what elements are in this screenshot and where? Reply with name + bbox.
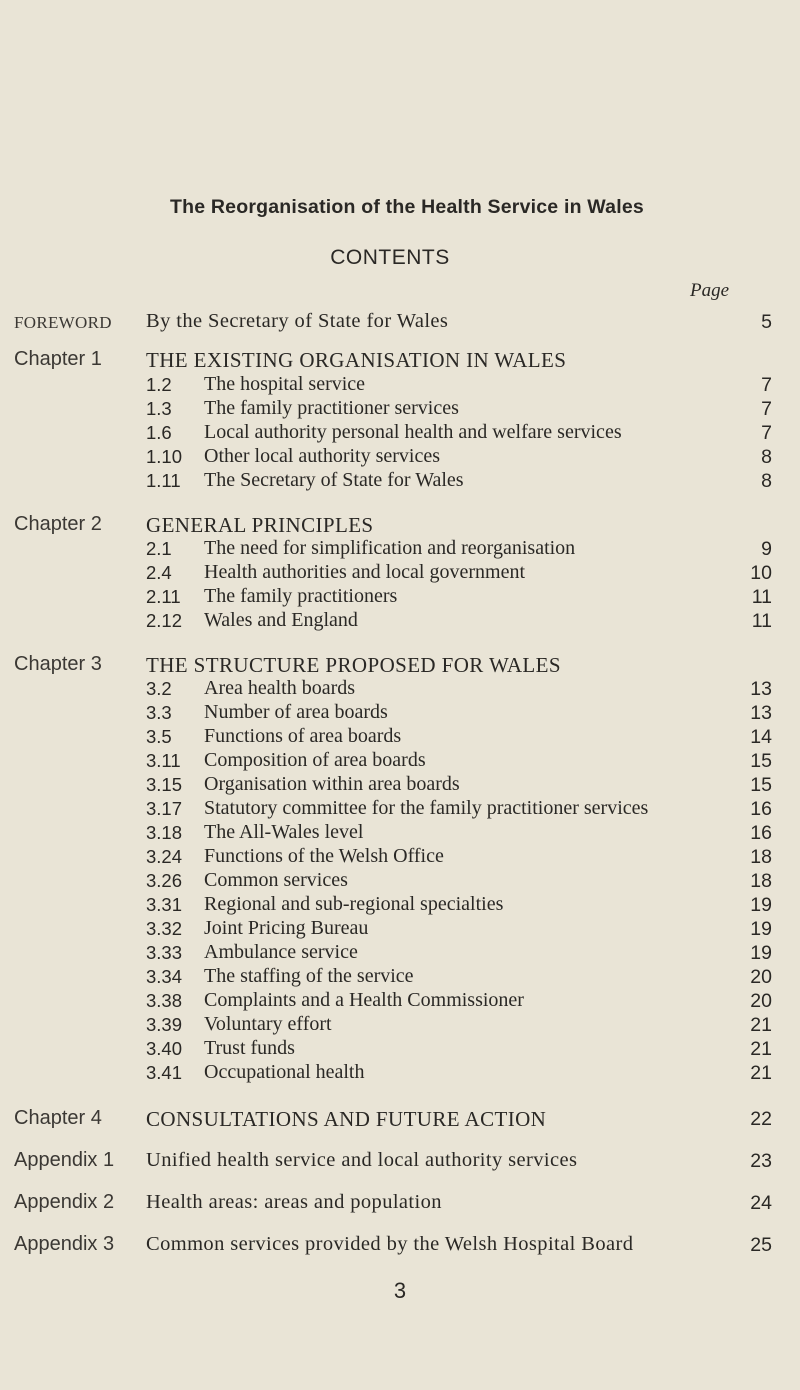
entry-label: Chapter 1 bbox=[14, 348, 102, 370]
toc-item bbox=[0, 773, 800, 797]
chapter-2-heading bbox=[0, 513, 800, 537]
contents-heading: CONTENTS bbox=[330, 246, 450, 269]
item-page: 20 bbox=[750, 966, 772, 988]
item-number: 1.11 bbox=[146, 470, 181, 491]
item-number: 1.2 bbox=[146, 374, 172, 395]
toc-item bbox=[0, 537, 800, 561]
item-page: 21 bbox=[750, 1014, 772, 1036]
document-title: The Reorganisation of the Health Service in Wales bbox=[170, 196, 644, 218]
item-number: 3.31 bbox=[146, 894, 183, 915]
item-text: Functions of area boards bbox=[204, 725, 402, 747]
item-page: 21 bbox=[750, 1038, 772, 1060]
entry-label: Appendix 1 bbox=[14, 1149, 115, 1171]
toc-item bbox=[0, 917, 800, 941]
item-number: 3.15 bbox=[146, 774, 183, 795]
toc-item bbox=[0, 609, 800, 633]
foreword-entry bbox=[0, 310, 800, 334]
item-page: 11 bbox=[751, 586, 772, 608]
item-text: Other local authority services bbox=[204, 445, 441, 467]
toc-item bbox=[0, 893, 800, 917]
item-page: 7 bbox=[761, 398, 772, 420]
item-text: The need for simplification and reorganisation bbox=[204, 537, 576, 559]
item-text: Organisation within area boards bbox=[204, 773, 460, 795]
item-text: Ambulance service bbox=[204, 941, 358, 963]
appendix-3-entry bbox=[0, 1233, 800, 1257]
item-page: 10 bbox=[750, 562, 772, 584]
item-number: 3.2 bbox=[146, 678, 172, 699]
item-page: 11 bbox=[751, 610, 772, 632]
item-number: 3.32 bbox=[146, 918, 183, 939]
item-number: 1.3 bbox=[146, 398, 172, 419]
item-text: Local authority personal health and welfare services bbox=[204, 421, 622, 443]
item-page: 9 bbox=[761, 538, 772, 560]
item-number: 3.41 bbox=[146, 1062, 183, 1083]
item-number: 2.4 bbox=[146, 562, 172, 583]
item-text: The family practitioner services bbox=[204, 397, 459, 419]
entry-title: GENERAL PRINCIPLES bbox=[146, 513, 374, 537]
item-page: 8 bbox=[761, 446, 772, 468]
item-text: Joint Pricing Bureau bbox=[204, 917, 369, 939]
toc-item bbox=[0, 941, 800, 965]
toc-item bbox=[0, 469, 800, 493]
item-text: Composition of area boards bbox=[204, 749, 426, 771]
item-number: 2.12 bbox=[146, 610, 183, 631]
item-text: Number of area boards bbox=[204, 701, 388, 723]
page-column-label: Page bbox=[690, 280, 730, 301]
entry-title: CONSULTATIONS AND FUTURE ACTION bbox=[146, 1107, 547, 1131]
item-number: 1.10 bbox=[146, 446, 183, 467]
chapter-3-heading bbox=[0, 653, 800, 677]
toc-item bbox=[0, 585, 800, 609]
entry-label: Chapter 2 bbox=[14, 513, 102, 535]
toc-item bbox=[0, 677, 800, 701]
item-page: 13 bbox=[750, 702, 772, 724]
toc-item bbox=[0, 1013, 800, 1037]
item-number: 2.1 bbox=[146, 538, 172, 559]
item-text: Occupational health bbox=[204, 1061, 365, 1083]
entry-label: Appendix 2 bbox=[14, 1191, 115, 1213]
entry-title: By the Secretary of State for Wales bbox=[146, 310, 449, 332]
item-page: 14 bbox=[750, 726, 772, 748]
entry-page: 25 bbox=[750, 1234, 772, 1256]
item-text: Wales and England bbox=[204, 609, 358, 631]
toc-item bbox=[0, 965, 800, 989]
entry-label: Chapter 4 bbox=[14, 1107, 102, 1129]
toc-item bbox=[0, 373, 800, 397]
item-page: 15 bbox=[750, 774, 772, 796]
item-page: 7 bbox=[761, 374, 772, 396]
item-number: 3.11 bbox=[146, 750, 181, 771]
entry-page: 22 bbox=[750, 1108, 772, 1130]
entry-page: 23 bbox=[750, 1150, 772, 1172]
toc-item bbox=[0, 397, 800, 421]
item-number: 1.6 bbox=[146, 422, 172, 443]
item-text: The staffing of the service bbox=[204, 965, 414, 987]
item-number: 3.5 bbox=[146, 726, 172, 747]
item-page: 21 bbox=[750, 1062, 772, 1084]
toc-item bbox=[0, 725, 800, 749]
entry-label: Appendix 3 bbox=[14, 1233, 115, 1255]
chapter-1-heading bbox=[0, 348, 800, 372]
item-number: 3.3 bbox=[146, 702, 172, 723]
item-text: Regional and sub-regional specialties bbox=[204, 893, 504, 915]
toc-item bbox=[0, 1037, 800, 1061]
entry-title: Unified health service and local authority services bbox=[146, 1149, 578, 1171]
item-number: 3.17 bbox=[146, 798, 183, 819]
item-text: The hospital service bbox=[204, 373, 366, 395]
toc-item bbox=[0, 701, 800, 725]
item-page: 7 bbox=[761, 422, 772, 444]
item-text: Trust funds bbox=[204, 1037, 295, 1059]
item-page: 16 bbox=[750, 822, 772, 844]
toc-item bbox=[0, 797, 800, 821]
toc-item bbox=[0, 845, 800, 869]
toc-item bbox=[0, 749, 800, 773]
item-text: Functions of the Welsh Office bbox=[204, 845, 444, 867]
toc-item bbox=[0, 821, 800, 845]
entry-title: Common services provided by the Welsh Hospital Board bbox=[146, 1233, 634, 1255]
toc-item bbox=[0, 989, 800, 1013]
item-page: 16 bbox=[750, 798, 772, 820]
item-text: Statutory committee for the family practitioner services bbox=[204, 797, 649, 819]
item-number: 3.40 bbox=[146, 1038, 183, 1059]
item-number: 2.11 bbox=[146, 586, 181, 607]
entry-page: 5 bbox=[761, 311, 772, 333]
item-page: 15 bbox=[750, 750, 772, 772]
entry-title: Health areas: areas and population bbox=[146, 1191, 442, 1213]
item-text: Health authorities and local government bbox=[204, 561, 526, 583]
item-page: 18 bbox=[750, 846, 772, 868]
entry-page: 24 bbox=[750, 1192, 772, 1214]
toc-item bbox=[0, 445, 800, 469]
appendix-1-entry bbox=[0, 1149, 800, 1173]
chapter-4-entry bbox=[0, 1107, 800, 1131]
item-page: 13 bbox=[750, 678, 772, 700]
item-text: The Secretary of State for Wales bbox=[204, 469, 464, 491]
item-text: Voluntary effort bbox=[204, 1013, 332, 1035]
toc-item bbox=[0, 561, 800, 585]
toc-item bbox=[0, 869, 800, 893]
item-page: 8 bbox=[761, 470, 772, 492]
item-number: 3.26 bbox=[146, 870, 183, 891]
item-number: 3.18 bbox=[146, 822, 183, 843]
item-page: 19 bbox=[750, 918, 772, 940]
item-text: Common services bbox=[204, 869, 348, 891]
item-page: 19 bbox=[750, 942, 772, 964]
item-number: 3.39 bbox=[146, 1014, 183, 1035]
toc-item bbox=[0, 421, 800, 445]
item-page: 19 bbox=[750, 894, 772, 916]
entry-title: THE EXISTING ORGANISATION IN WALES bbox=[146, 348, 567, 372]
page-number: 3 bbox=[393, 1278, 407, 1303]
entry-label: Chapter 3 bbox=[14, 653, 102, 675]
item-text: The family practitioners bbox=[204, 585, 398, 607]
item-text: Complaints and a Health Commissioner bbox=[204, 989, 524, 1011]
item-page: 18 bbox=[750, 870, 772, 892]
item-number: 3.24 bbox=[146, 846, 183, 867]
item-text: The All-Wales level bbox=[204, 821, 364, 843]
toc-item bbox=[0, 1061, 800, 1085]
item-number: 3.38 bbox=[146, 990, 183, 1011]
appendix-2-entry bbox=[0, 1191, 800, 1215]
entry-title: THE STRUCTURE PROPOSED FOR WALES bbox=[146, 653, 561, 677]
item-number: 3.34 bbox=[146, 966, 183, 987]
item-page: 20 bbox=[750, 990, 772, 1012]
item-text: Area health boards bbox=[204, 677, 356, 699]
entry-label: FOREWORD bbox=[14, 313, 112, 332]
item-number: 3.33 bbox=[146, 942, 183, 963]
